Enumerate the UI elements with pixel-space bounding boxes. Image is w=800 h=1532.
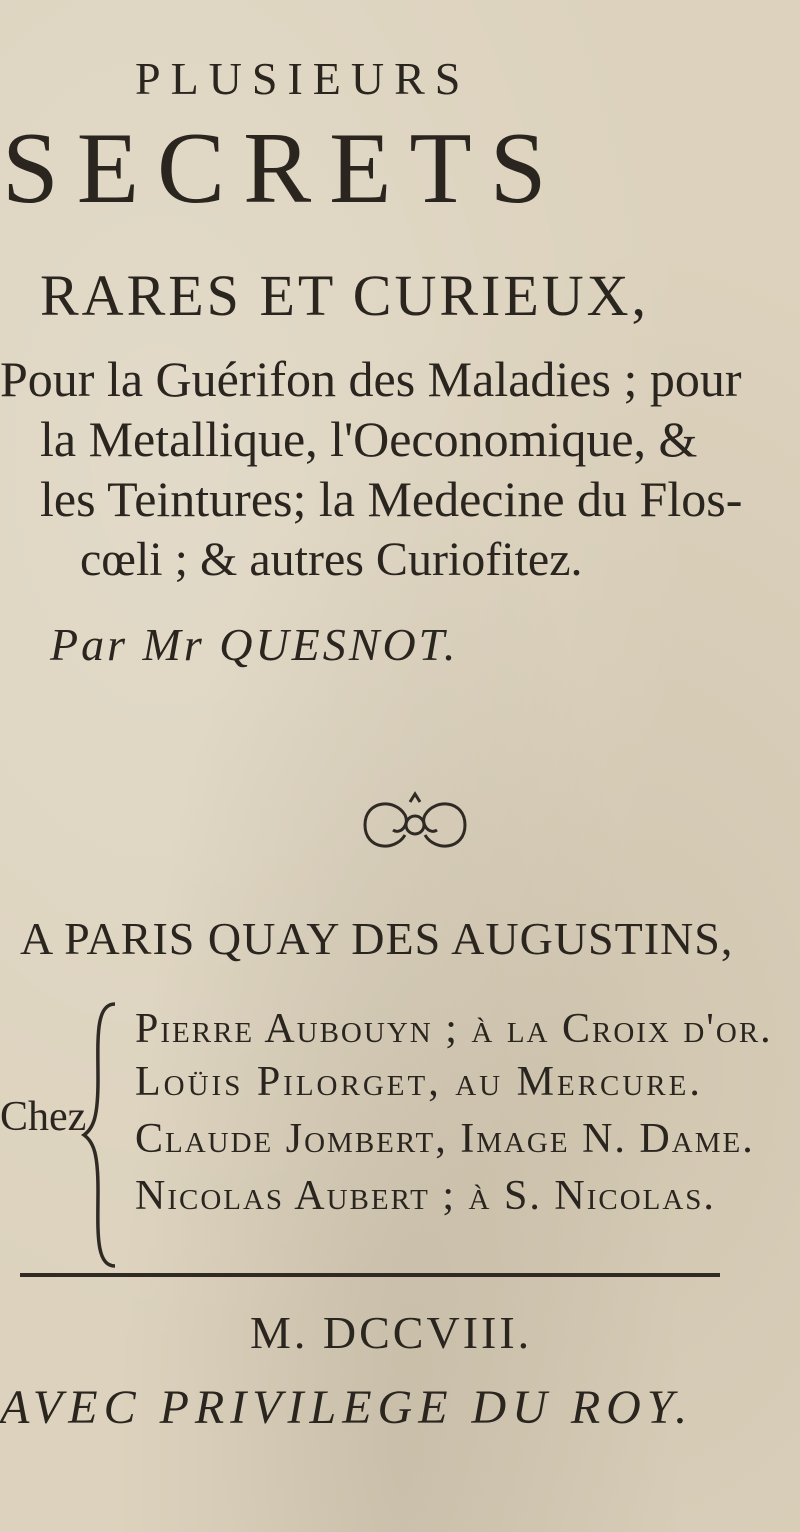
privilege-line: AVEC PRIVILEGE DU ROY. (0, 1381, 694, 1434)
brace-icon (80, 1000, 120, 1270)
description-line-4: cœli ; & autres Curiofitez. (80, 533, 583, 586)
imprint-place: A PARIS QUAY DES AUGUSTINS, (20, 913, 734, 964)
description-line-3: les Teintures; la Medecine du Flos- (40, 471, 743, 527)
printer-line-1: Pierre Aubouyn ; à la Croix d'or. (135, 1006, 773, 1052)
title-secrets: SECRETS (2, 112, 565, 225)
imprint-date: M. DCCVIII. (250, 1307, 533, 1358)
imprint-chez: Chez (0, 1094, 87, 1140)
description-line-1: Pour la Guérifon des Maladies ; pour (0, 351, 742, 407)
divider-rule (20, 1273, 720, 1277)
printer-line-4: Nicolas Aubert ; à S. Nicolas. (135, 1173, 716, 1219)
printer-line-2: Loüis Pilorget, au Mercure. (135, 1059, 703, 1105)
title-plusieurs: PLUSIEURS (135, 53, 471, 104)
title-rares: RARES ET CURIEUX, (40, 263, 650, 328)
printer-line-3: Claude Jombert, Image N. Dame. (135, 1116, 755, 1162)
author-line: Par Mr QUESNOT. (50, 619, 459, 670)
printer-ornament-icon (355, 790, 475, 860)
description-line-2: la Metallique, l'Oeconomique, & (40, 411, 698, 467)
